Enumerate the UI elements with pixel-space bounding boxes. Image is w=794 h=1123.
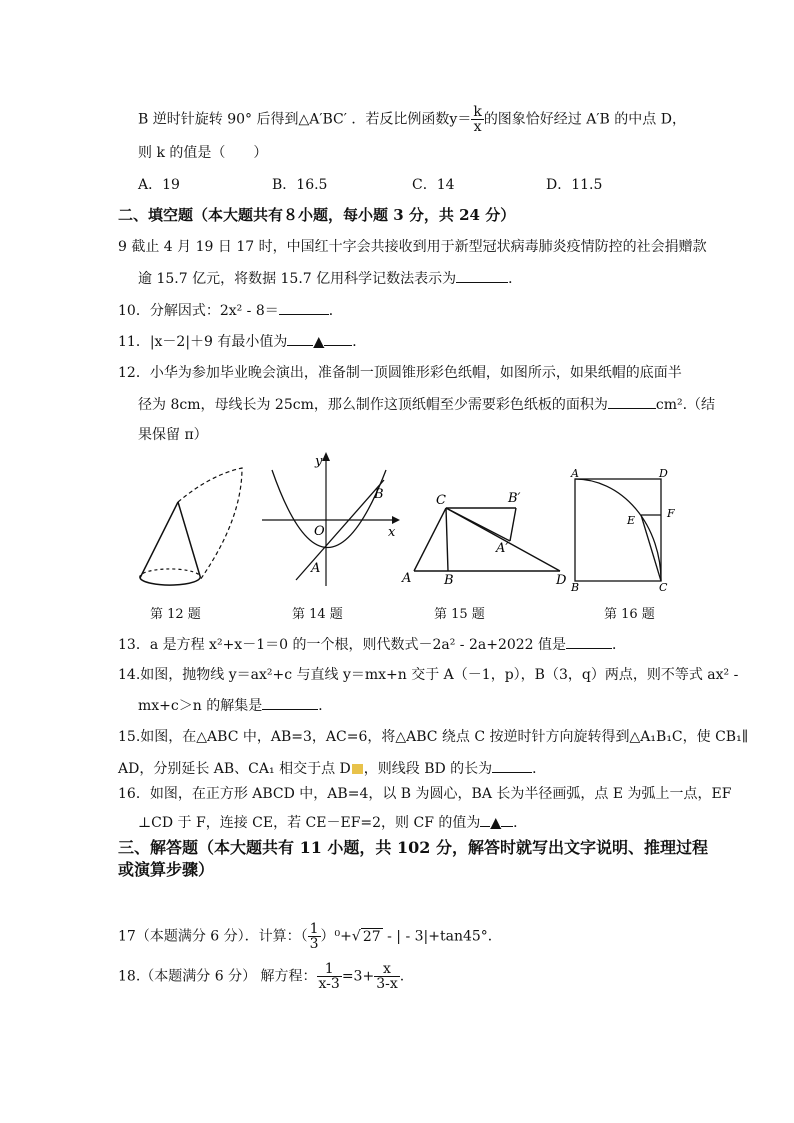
- q11-line: 11．|x－2|＋9 有最小值为 ▲ ．: [118, 331, 366, 352]
- q9-line1: 9 截止 4 月 19 日 17 时，中国红十字会共接收到用于新型冠状病毒肺炎疫情防控的社会捐赠款: [118, 239, 707, 255]
- q18-fraction-left: $\frac{1}{x-3}$: [318, 961, 340, 992]
- q13-blank: [566, 634, 612, 649]
- q15-blank: [492, 758, 532, 773]
- q16-mark: ▲: [490, 815, 502, 831]
- q17-radicand: 27: [362, 928, 381, 945]
- q18-fraction-right: $\frac{x}{3-x}$: [376, 961, 398, 992]
- fig15-label-a1: A′: [496, 541, 509, 556]
- fig16-label-f: F: [667, 507, 675, 520]
- fig15-label-a: A: [402, 571, 412, 586]
- q8-fraction-k-over-x: $\frac{k}{x}$: [473, 104, 482, 135]
- caption-fig15: 第 15 题: [434, 607, 485, 622]
- q17-sqrt-sign: √: [351, 928, 361, 945]
- fig14-label-a: A: [311, 561, 321, 576]
- q9-line2: 逾 15.7 亿元，将数据 15.7 亿用科学记数法表示为 ．: [138, 268, 522, 289]
- q9-blank: [456, 268, 508, 283]
- q8-line2: 则 k 的值是（ ）: [138, 145, 268, 161]
- q16-line2: ⊥CD 于 F，连接 CE，若 CE－EF=2，则 CF 的值为 ▲ ．: [138, 812, 527, 833]
- q15-line1: 15.如图，在△ABC 中，AB=3，AC=6，将△ABC 绕点 C 按逆时针方向旋转得到△A₁B₁C，使 CB₁∥: [118, 729, 749, 745]
- q8-choice-c: C．14: [412, 177, 455, 193]
- fig15-label-b: B: [444, 573, 454, 586]
- q8-fn-y: y＝: [449, 111, 472, 128]
- q15-marker-icon: [352, 764, 363, 774]
- q18-line: 18.（本题满分 6 分） 解方程： $\frac{1}{x-3}$ =3+ $\frac{x}{3-x}$ .: [118, 961, 405, 992]
- fig15-label-d: D: [556, 573, 567, 586]
- figure-14-parabola: [258, 450, 408, 590]
- fig16-label-d: D: [659, 467, 668, 480]
- q8-choice-b: B．16.5: [272, 177, 328, 193]
- fig14-label-o: O: [314, 524, 325, 539]
- fig15-label-c: C: [436, 493, 446, 508]
- q17-line: 17（本题满分 6 分）．计算：（ $\frac{1}{3}$ ）⁰+√ 27 - | - 3|+tan45°．: [118, 921, 502, 952]
- fig16-label-b: B: [571, 581, 580, 592]
- figure-16-square: [565, 467, 685, 592]
- fig14-label-b: B: [374, 487, 384, 502]
- fig14-label-y: y: [315, 454, 323, 469]
- q8-choice-d: D．11.5: [546, 177, 603, 193]
- q8-choice-a: A．19: [138, 177, 180, 193]
- section3-heading-line2: 或演算步骤）: [118, 860, 215, 879]
- q8-text-a: B 逆时针旋转 90° 后得到△A′BC′ ．若反比例函数: [138, 111, 450, 128]
- fig16-label-a: A: [571, 467, 579, 480]
- q13-line: 13．a 是方程 x²+x－1＝0 的一个根，则代数式－2a² - 2a+2022 值是 ．: [118, 634, 626, 655]
- figure-12-cone: [130, 460, 250, 590]
- section3-heading-line1: 三、解答题（本大题共有 11 小题，共 102 分，解答时就写出文字说明、推理过程: [118, 838, 708, 857]
- q12-blank: [608, 394, 656, 409]
- fig15-label-b1: B′: [508, 491, 521, 506]
- figure-15-triangles: [398, 486, 573, 586]
- q14-line2: mx+c＞n 的解集是 ．: [138, 695, 332, 716]
- q15-line2: AD，分别延长 AB、CA₁ 相交于点 D ，则线段 BD 的长为 ．: [118, 758, 546, 779]
- q14-line1: 14.如图，抛物线 y＝ax²+c 与直线 y＝mx+n 交于 A（－1，p），B（3，q）两点，则不等式 ax² -: [118, 667, 739, 683]
- q17-fraction-one-third: $\frac{1}{3}$: [309, 921, 319, 952]
- q16-line1: 16．如图，在正方形 ABCD 中，AB=4，以 B 为圆心，BA 长为半径画弧，点 E 为弧上一点，EF: [118, 786, 732, 802]
- fig14-label-x: x: [388, 525, 396, 540]
- caption-fig16: 第 16 题: [604, 607, 655, 622]
- q10-line: 10．分解因式：2x² - 8＝ ．: [118, 300, 343, 321]
- caption-fig12: 第 12 题: [150, 607, 201, 622]
- q14-blank: [262, 695, 318, 710]
- section2-heading: 二、填空题（本大题共有８小题，每小题 3 分，共 24 分）: [118, 206, 516, 224]
- fig16-label-e: E: [627, 514, 636, 527]
- q12-line2: 径为 8cm，母线长为 25cm，那么制作这顶纸帽至少需要彩色纸板的面积为 cm².（结: [138, 394, 715, 415]
- caption-fig14: 第 14 题: [292, 607, 343, 622]
- q12-line3: 果保留 π）: [138, 427, 208, 443]
- q10-blank: [279, 300, 329, 315]
- q11-mark: ▲: [313, 334, 325, 350]
- q8-text-b: 的图象恰好经过 A′B 的中点 D，: [483, 111, 686, 128]
- q8-line1: [138, 105, 686, 134]
- q12-line1: 12．小华为参加毕业晚会演出，准备制一顶圆锥形彩色纸帽，如图所示，如果纸帽的底面半: [118, 365, 682, 381]
- fig16-label-c: C: [659, 581, 668, 592]
